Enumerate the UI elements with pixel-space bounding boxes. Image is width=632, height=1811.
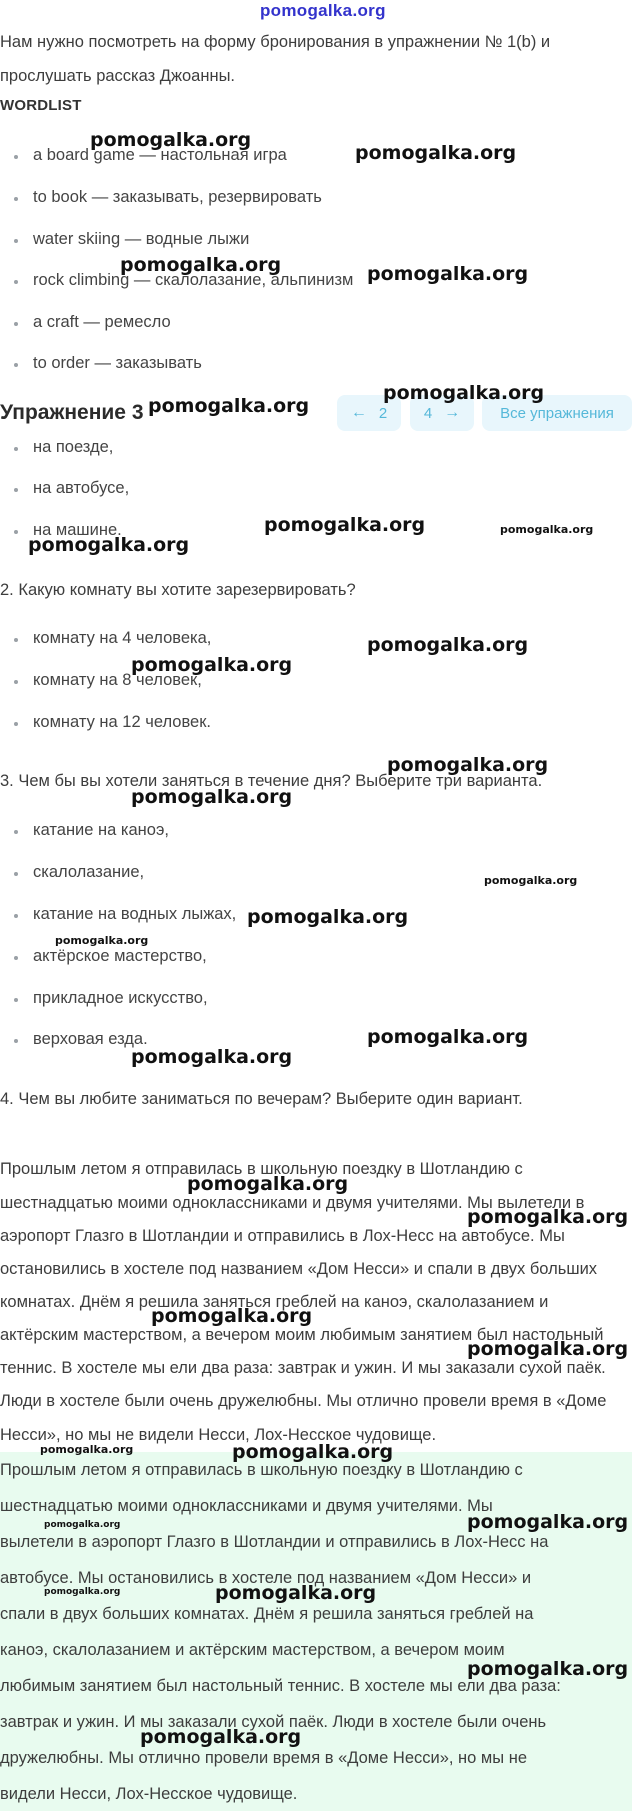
- watermark: pomogalka.org: [131, 654, 293, 676]
- story-line: шестнадцатью моими одноклассниками и двумя учителями. Мы вылетели в: [0, 1194, 585, 1212]
- q4-question: 4. Чем вы любите заниматься по вечерам? Выберите один вариант.: [0, 1090, 523, 1108]
- story-line: Прошлым летом я отправилась в школьную поездку в Шотландию с: [0, 1160, 523, 1178]
- watermark: pomogalka.org: [264, 514, 426, 536]
- answer-line: любимым занятием был настольный теннис. В хостеле мы ели два раза:: [0, 1677, 561, 1695]
- answer-line: спали в двух больших комнатах. Днём я решила заняться греблей на: [0, 1605, 534, 1623]
- arrow-left-icon: ←: [350, 404, 367, 421]
- answer-line: Прошлым летом я отправилась в школьную поездку в Шотландию с: [0, 1461, 523, 1479]
- watermark: pomogalka.org: [131, 1046, 293, 1068]
- answer-line: видели Несси, Лох-Несское чудовище.: [0, 1785, 298, 1803]
- watermark: pomogalka.org: [467, 1511, 629, 1533]
- watermark: pomogalka.org: [148, 395, 310, 417]
- story-line: аэропорт Глазго в Шотландии и отправились в Лох-Несс на автобусе. Мы: [0, 1227, 565, 1245]
- watermark: pomogalka.org: [467, 1658, 629, 1680]
- watermark: pomogalka.org: [367, 1026, 529, 1048]
- answer-line: шестнадцатью моими одноклассниками и двумя учителями. Мы: [0, 1497, 493, 1515]
- watermark: pomogalka.org: [44, 1520, 121, 1530]
- watermark: pomogalka.org: [387, 754, 549, 776]
- watermark: pomogalka.org: [467, 1206, 629, 1228]
- watermark: pomogalka.org: [140, 1726, 302, 1748]
- watermark: pomogalka.org: [90, 129, 252, 151]
- answer-line: автобусе. Мы остановились в хостеле под названием «Дом Несси» и: [0, 1569, 532, 1587]
- watermark: pomogalka.org: [232, 1441, 394, 1463]
- q3-question: 3. Чем бы вы хотели заняться в течение дня? Выберите три варианта.: [0, 772, 543, 790]
- watermark: pomogalka.org: [500, 523, 594, 536]
- story-line: Люди в хостеле были очень дружелюбны. Мы отлично провели время в «Доме: [0, 1392, 607, 1410]
- watermark: pomogalka.org: [215, 1582, 377, 1604]
- prev-exercise-label: 2: [378, 404, 388, 422]
- next-exercise-label: 4: [423, 404, 433, 422]
- watermark: pomogalka.org: [355, 142, 517, 164]
- watermark: pomogalka.org: [44, 1587, 121, 1597]
- story-line: теннис. В хостеле мы ели два раза: завтрак и ужин. И мы заказали сухой паёк.: [0, 1359, 606, 1377]
- answer-line: каноэ, скалолазанием и актёрским мастерством, а вечером моим: [0, 1641, 505, 1659]
- arrow-right-icon: →: [444, 404, 461, 421]
- story-line: Несси», но мы не видели Несси, Лох-Несское чудовище.: [0, 1426, 437, 1444]
- watermark: pomogalka.org: [187, 1173, 349, 1195]
- watermark: pomogalka.org: [367, 263, 529, 285]
- watermark: pomogalka.org: [120, 254, 282, 276]
- answer-line: вылетели в аэропорт Глазго в Шотландии и отправились в Лох-Несс на: [0, 1533, 549, 1551]
- watermark: pomogalka.org: [55, 934, 149, 947]
- intro-line-2: прослушать рассказ Джоанны.: [0, 67, 236, 85]
- all-exercises-label: Все упражнения: [500, 404, 614, 422]
- watermark: pomogalka.org: [131, 786, 293, 808]
- story-line: комнатах. Днём я решила заняться греблей на каноэ, скалолазанием и: [0, 1293, 549, 1311]
- wordlist-title: WORDLIST: [0, 97, 82, 114]
- watermark: pomogalka.org: [484, 874, 578, 887]
- intro-line-1: Нам нужно посмотреть на форму бронирования в упражнении № 1(b) и: [0, 33, 551, 51]
- watermark: pomogalka.org: [383, 382, 545, 404]
- answer-line: дружелюбны. Мы отлично провели время в «Доме Несси», но мы не: [0, 1749, 528, 1767]
- watermark: pomogalka.org: [28, 534, 190, 556]
- q2-question: 2. Какую комнату вы хотите зарезервировать?: [0, 581, 356, 599]
- watermark: pomogalka.org: [467, 1338, 629, 1360]
- answer-line: завтрак и ужин. И мы заказали сухой паёк. Люди в хостеле были очень: [0, 1713, 547, 1731]
- story-line: остановились в хостеле под названием «Дом Несси» и спали в двух больших: [0, 1260, 598, 1278]
- exercise-title: Упражнение 3: [0, 401, 144, 424]
- watermark: pomogalka.org: [40, 1443, 134, 1456]
- watermark: pomogalka.org: [367, 634, 529, 656]
- story-line: актёрским мастерством, а вечером моим любимым занятием был настольный: [0, 1326, 604, 1344]
- watermark: pomogalka.org: [151, 1305, 313, 1327]
- watermark: pomogalka.org: [247, 906, 409, 928]
- site-link[interactable]: pomogalka.org: [260, 1, 386, 20]
